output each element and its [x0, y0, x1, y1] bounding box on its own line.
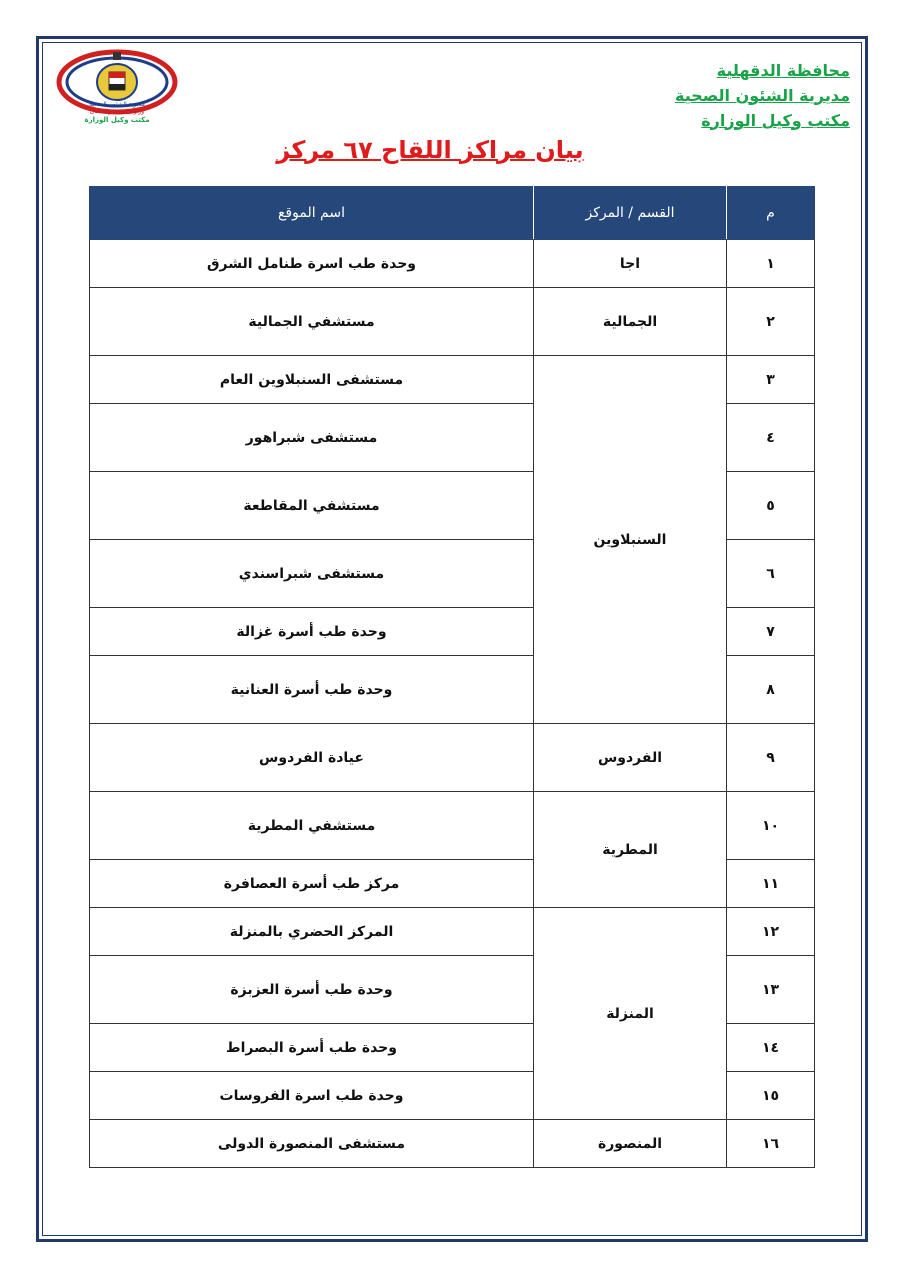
row-number: ١٥ [727, 1072, 815, 1120]
site-name-cell: مستشفي المطرية [90, 792, 534, 860]
district-cell: الفردوس [534, 724, 727, 792]
header-directorate: مديرية الشئون الصحية [675, 86, 850, 105]
site-name-cell: مستشفي الجمالية [90, 288, 534, 356]
page-title: بيان مراكز اللقاح ٦٧ مركز [276, 136, 584, 164]
row-number: ٧ [727, 608, 815, 656]
table-row [90, 240, 815, 288]
site-name-cell: وحدة طب اسرة طنامل الشرق [90, 240, 534, 288]
row-number: ٦ [727, 540, 815, 608]
header-site: اسم الموقع [90, 187, 534, 240]
header-num: م [727, 187, 815, 240]
site-name-cell: مستشفى شبراسندي [90, 540, 534, 608]
site-name-cell: وحدة طب أسرة العزبزة [90, 956, 534, 1024]
district-cell: المنزلة [534, 908, 727, 1120]
table-row [90, 356, 815, 404]
table-row [90, 1120, 815, 1168]
row-number: ٨ [727, 656, 815, 724]
row-number: ١٠ [727, 792, 815, 860]
row-number: ١ [727, 240, 815, 288]
site-name-cell: وحدة طب اسرة الفروسات [90, 1072, 534, 1120]
header-governorate: محافظة الدقهلية [716, 61, 850, 80]
site-name-cell: مستشفى السنبلاوين العام [90, 356, 534, 404]
district-cell: السنبلاوين [534, 356, 727, 724]
site-name-cell: مستشفى المنصورة الدولى [90, 1120, 534, 1168]
row-number: ٢ [727, 288, 815, 356]
site-name-cell: عيادة الفردوس [90, 724, 534, 792]
row-number: ١٣ [727, 956, 815, 1024]
vaccination-centers-table [89, 186, 815, 1168]
table-row [90, 908, 815, 956]
site-name-cell: مركز طب أسرة العصافرة [90, 860, 534, 908]
site-name-cell: مستشفى شبراهور [90, 404, 534, 472]
site-name-cell: وحدة طب أسرة البصراط [90, 1024, 534, 1072]
site-name-cell: وحدة طب أسرة العنانية [90, 656, 534, 724]
logo-bottom-text: مكتب وكيل الوزارة [84, 116, 150, 124]
row-number: ٥ [727, 472, 815, 540]
district-cell: اجا [534, 240, 727, 288]
logo-mid-text: وزارة الصحة والسكان [89, 108, 145, 115]
header-office: مكتب وكيل الوزارة [701, 111, 850, 130]
site-name-cell: المركز الحضري بالمنزلة [90, 908, 534, 956]
row-number: ٩ [727, 724, 815, 792]
header-district: القسم / المركز [534, 187, 727, 240]
header-block [590, 58, 850, 133]
site-name-cell: وحدة طب أسرة غزالة [90, 608, 534, 656]
district-cell: المنصورة [534, 1120, 727, 1168]
table-row [90, 792, 815, 860]
table-header-row [90, 187, 815, 240]
row-number: ١٤ [727, 1024, 815, 1072]
table-row [90, 724, 815, 792]
table-row [90, 288, 815, 356]
logo-top-text: مديرية الشئون الصحية [89, 101, 145, 108]
row-number: ٤ [727, 404, 815, 472]
district-cell: المطرية [534, 792, 727, 908]
site-name-cell: مستشفي المقاطعة [90, 472, 534, 540]
row-number: ٣ [727, 356, 815, 404]
district-cell: الجمالية [534, 288, 727, 356]
ministry-logo [55, 46, 180, 126]
row-number: ١١ [727, 860, 815, 908]
row-number: ١٢ [727, 908, 815, 956]
row-number: ١٦ [727, 1120, 815, 1168]
